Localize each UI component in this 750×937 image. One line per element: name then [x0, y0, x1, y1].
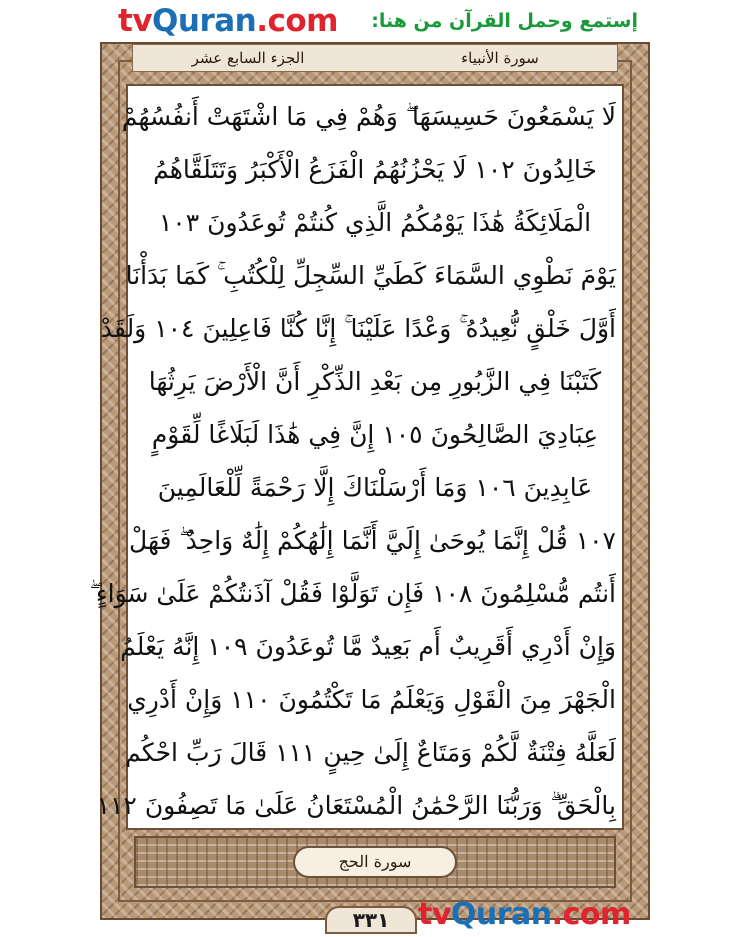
verse-line: الْجَهْرَ مِنَ الْقَوْلِ وَيَعْلَمُ مَا تَكْتُمُونَ ١١٠ وَإِنْ أَدْرِي — [127, 685, 616, 714]
page-number: ٣٣١ — [352, 908, 390, 932]
verse-line: الْمَلَائِكَةُ هَٰذَا يَوْمُكُمُ الَّذِي كُنتُمْ تُوعَدُونَ ١٠٣ — [158, 208, 592, 237]
tvquran-logo-top[interactable] — [118, 0, 338, 42]
logo-tv-text: tv — [418, 897, 451, 932]
logo-quran-text: Quran — [152, 3, 257, 39]
logo-quran-text: Quran — [450, 897, 552, 932]
tvquran-logo-bottom[interactable] — [418, 895, 631, 935]
verse-line: ١٠٧ قُلْ إِنَّمَا يُوحَىٰ إِلَيَّ أَنَّمَا إِلَٰهُكُمْ إِلَٰهٌ وَاحِدٌ ۖ فَهَلْ — [129, 526, 616, 555]
verse-line: أَوَّلَ خَلْقٍ نُّعِيدُهُ ۚ وَعْدًا عَلَيْنَا ۚ إِنَّا كُنَّا فَاعِلِينَ ١٠٤ وَلَقَدْ — [100, 314, 616, 343]
verse-line: يَوْمَ نَطْوِي السَّمَاءَ كَطَيِّ السِّجِلِّ لِلْكُتُبِ ۚ كَمَا بَدَأْنَا — [125, 261, 616, 290]
logo-tv-text: tv — [118, 3, 153, 39]
verse-line: وَإِنْ أَدْرِي أَقَرِيبٌ أَم بَعِيدٌ مَّا تُوعَدُونَ ١٠٩ إِنَّهُ يَعْلَمُ — [120, 632, 616, 661]
logo-dotcom-text: .com — [256, 3, 338, 39]
verse-line: أَنتُم مُّسْلِمُونَ ١٠٨ فَإِن تَوَلَّوْا فَقُلْ آذَنتُكُمْ عَلَىٰ سَوَاءٍ ۖ — [89, 579, 616, 608]
verse-line: عَابِدِينَ ١٠٦ وَمَا أَرْسَلْنَاكَ إِلَّا رَحْمَةً لِّلْعَالَمِينَ — [157, 473, 593, 502]
surah-name-header: سورة الأنبياء — [461, 49, 539, 67]
logo-dotcom-text: .com — [551, 897, 631, 932]
verse-line: لَا يَسْمَعُونَ حَسِيسَهَا ۖ وَهُمْ فِي مَا اشْتَهَتْ أَنفُسُهُمْ — [121, 102, 616, 131]
next-surah-title: سورة الحج — [338, 852, 412, 871]
listen-download-cta: إستمع وحمل القرآن من هنا: — [371, 10, 638, 32]
verse-line: عِبَادِيَ الصَّالِحُونَ ١٠٥ إِنَّ فِي هَٰذَا لَبَلَاغًا لِّقَوْمٍ — [151, 420, 599, 449]
juz-label: الجزء السابع عشر — [191, 49, 305, 67]
verse-line: خَالِدُونَ ١٠٢ لَا يَحْزُنُهُمُ الْفَزَعُ الْأَكْبَرُ وَتَتَلَقَّاهُمُ — [153, 155, 597, 184]
verse-line: كَتَبْنَا فِي الزَّبُورِ مِن بَعْدِ الذِّكْرِ أَنَّ الْأَرْضَ يَرِثُهَا — [148, 367, 602, 396]
verse-line: بِالْحَقِّ ۗ وَرَبُّنَا الرَّحْمَٰنُ الْمُسْتَعَانُ عَلَىٰ مَا تَصِفُونَ ١١٢ — [96, 791, 616, 820]
verse-line: لَعَلَّهُ فِتْنَةٌ لَّكُمْ وَمَتَاعٌ إِلَىٰ حِينٍ ١١١ قَالَ رَبِّ احْكُم — [125, 738, 616, 767]
